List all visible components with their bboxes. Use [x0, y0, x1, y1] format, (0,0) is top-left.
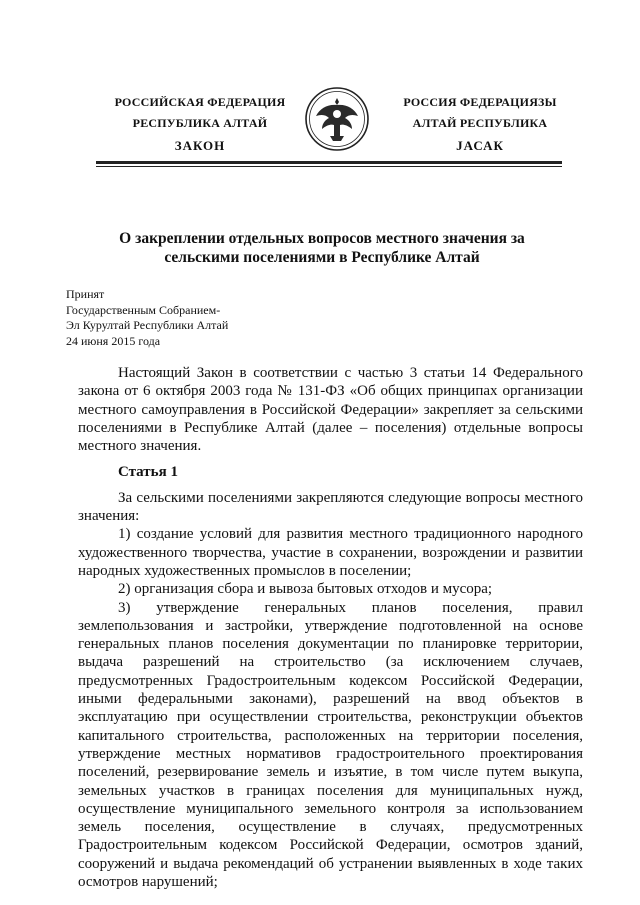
article-lead: За сельскими поселениями закрепляются следующие вопросы местного значения: — [78, 489, 583, 525]
article-item: 3) утверждение генеральных планов поселения, правил землепользования и застройки, утверждение подготовленной на основе генеральных планов поселения документации по планировке территории, выдача разрешений на строительство (за исключением случаев, предусмотренных Градостроительным кодексом Российской Федерации, иными федеральными законами), разрешений на ввод объектов в эксплуатацию при осуществлении строительства, реконструкции объектов капитального строительства, расположенных на территории поселения, утверждение местных нормативов градостроительного проектирования поселений, резервирование земель и изъятие, в том числе путем выкупа, земельных участков в границах поселения для муниципальных нужд, осуществление муниципального земельного контроля за использованием земель поселения, осуществление в случаях, предусмотренных Градостроительным кодексом Российской Федерации, осмотров зданий, сооружений и выдача рекомендаций об устранении выявленных в ходе таких осмотров нарушений; — [78, 599, 583, 891]
header-right-line1: РОССИЯ ФЕДЕРАЦИЯЗЫ — [403, 95, 557, 109]
adoption-line: Государственным Собранием- — [66, 302, 221, 317]
law-body — [78, 364, 583, 891]
header-right-line2: АЛТАЙ РЕСПУБЛИКА — [412, 116, 548, 130]
header-rule-thick — [96, 161, 562, 164]
law-title: О закреплении отдельных вопросов местного значения за сельскими поселениями в Республике Алтай — [119, 230, 525, 266]
adoption-line: Эл Курултай Республики Алтай — [66, 318, 229, 332]
adoption-block — [66, 287, 228, 349]
header-left-line2: РЕСПУБЛИКА АЛТАЙ — [132, 116, 268, 130]
adoption-date: 24 июня 2015 года — [66, 333, 161, 348]
coat-of-arms-icon — [304, 84, 370, 154]
article-heading: Статья 1 — [118, 464, 178, 481]
header-right — [380, 92, 580, 134]
header-right-law: JАСАК — [456, 138, 504, 153]
intro-paragraph: Настоящий Закон в соответствии с частью 3 статьи 14 Федерального закона от 6 октября 2003 года № 131-ФЗ «Об общих принципах организации местного самоуправления в Российской Федерации» закрепляет за сельскими поселениями в Республике Алтай (далее – поселения) отдельные вопросы местного значения. — [78, 365, 583, 455]
header-left-line1: РОССИЙСКАЯ ФЕДЕРАЦИЯ — [114, 95, 286, 109]
header-rule-thin — [96, 166, 562, 167]
header-left — [100, 92, 300, 134]
adoption-line: Принят — [66, 287, 105, 301]
article-item: 2) организация сбора и вывоза бытовых отходов и мусора; — [118, 581, 493, 598]
article-item: 1) создание условий для развития местного традиционного народного художественного творчества, участие в сохранении, возрождении и развитии народных художественных промыслов в поселении; — [78, 526, 583, 579]
header-left-law: ЗАКОН — [174, 138, 226, 153]
